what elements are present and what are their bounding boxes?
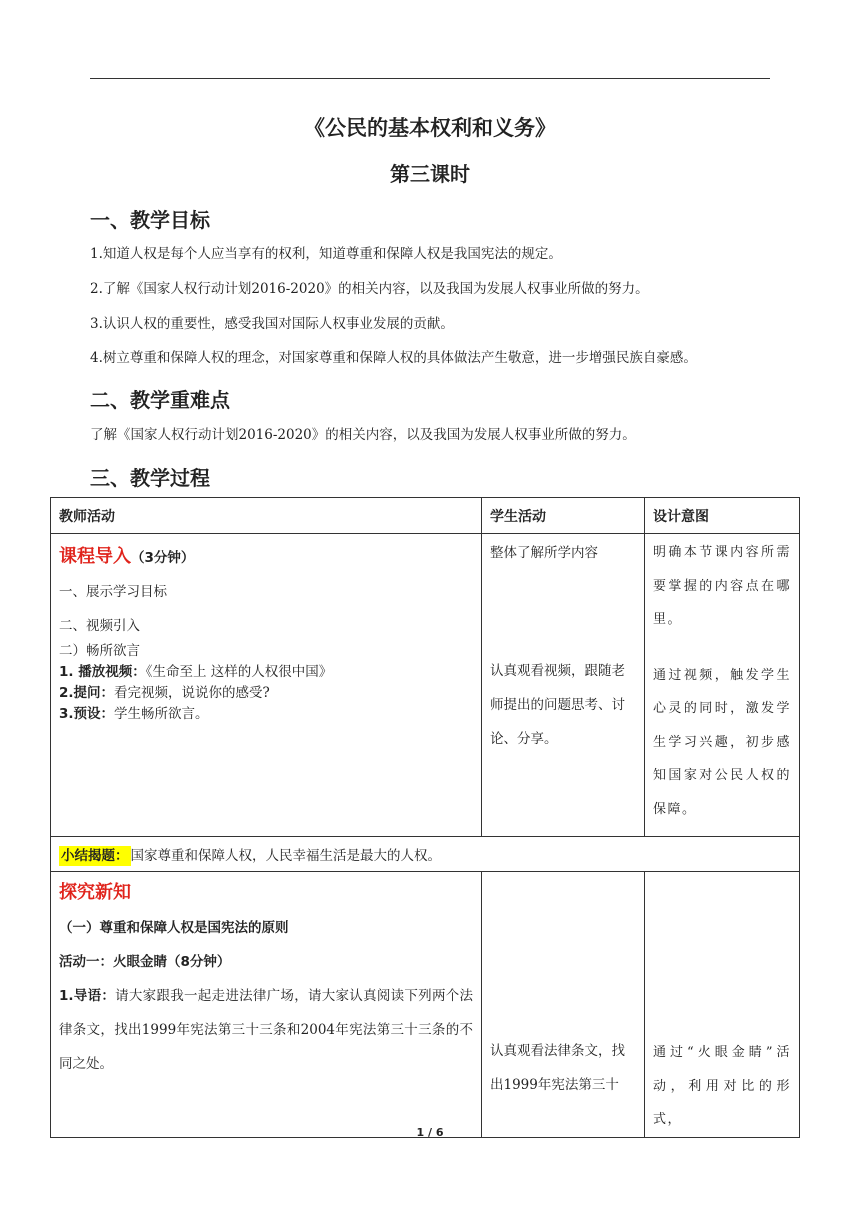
objectives-heading: 一、教学目标 xyxy=(90,208,210,232)
header-student: 学生活动 xyxy=(482,498,645,534)
intro-student-text: 整体了解所学内容 xyxy=(490,545,598,561)
lesson-process-table xyxy=(50,497,800,1138)
document-title: 《公民的基本权利和义务》 xyxy=(304,116,556,140)
intro-line: 二）畅所欲言 xyxy=(59,643,140,659)
explore-guide-label: 1.导语： xyxy=(59,988,116,1004)
objective-item: 1.知道人权是每个人应当享有的权利，知道尊重和保障人权是我国宪法的规定。 xyxy=(90,246,562,262)
explore-design-text: 通过“火眼金睛”活动，利用对比的形式， xyxy=(653,1045,791,1127)
keypoints-text: 了解《国家人权行动计划2016-2020》的相关内容，以及我国为发展人权事业所做的努力。 xyxy=(90,427,636,443)
objective-item: 4.树立尊重和保障人权的理念，对国家尊重和保障人权的具体做法产生敬意，进一步增强民族自豪感。 xyxy=(90,350,697,366)
intro-title: 课程导入 xyxy=(59,546,131,567)
keypoints-heading: 二、教学重难点 xyxy=(90,388,230,412)
intro-time: （3分钟） xyxy=(131,550,195,566)
explore-student-text: 认真观看法律条文，找出1999年宪法第三十 xyxy=(490,1043,625,1093)
header-teacher: 教师活动 xyxy=(51,498,482,534)
intro-item xyxy=(59,662,473,683)
intro-item-text: 《生命至上 这样的人权很中国》 xyxy=(145,664,333,680)
intro-line: 二、视频引入 xyxy=(59,618,140,634)
explore-guide xyxy=(59,979,473,1081)
explore-student-cell xyxy=(482,872,645,1138)
explore-title xyxy=(59,876,473,911)
intro-title-line xyxy=(59,540,473,575)
intro-item-label: 2.提问： xyxy=(59,685,115,701)
header-design: 设计意图 xyxy=(645,498,800,534)
summary-label: 小结揭题： xyxy=(61,848,129,864)
header-rule xyxy=(90,78,770,79)
explore-guide-text: 请大家跟我一起走进法律广场，请大家认真阅读下列两个法律条文，找出1999年宪法第三十三条和2004年宪法第三十三条的不同之处。 xyxy=(59,988,473,1072)
intro-design-cell xyxy=(645,534,800,837)
table-row xyxy=(51,837,800,872)
intro-item-text: 看完视频，说说你的感受? xyxy=(114,685,270,701)
intro-design-text: 明确本节课内容所需要掌握的内容点在哪里。 xyxy=(653,545,791,627)
intro-item-text: 学生畅所欲言。 xyxy=(114,706,209,722)
explore-subheading: （一）尊重和保障人权是国宪法的原则 xyxy=(59,920,289,936)
table-row xyxy=(51,872,800,1138)
explore-design-cell xyxy=(645,872,800,1138)
explore-title-text: 探究新知 xyxy=(59,882,131,903)
process-heading: 三、教学过程 xyxy=(90,466,210,490)
objective-item: 3.认识人权的重要性，感受我国对国际人权事业发展的贡献。 xyxy=(90,316,454,332)
table-row xyxy=(51,534,800,837)
intro-item xyxy=(59,704,473,725)
explore-activity: 活动一：火眼金睛（8分钟） xyxy=(59,954,231,970)
intro-design-text: 通过视频，触发学生心灵的同时，激发学生学习兴趣，初步感知国家对公民人权的保障。 xyxy=(653,667,791,817)
table-header-row xyxy=(51,498,800,534)
intro-item xyxy=(59,683,473,704)
objective-item: 2.了解《国家人权行动计划2016-2020》的相关内容，以及我国为发展人权事业所做的努力。 xyxy=(90,281,649,297)
intro-teacher-cell xyxy=(51,534,482,837)
summary-cell xyxy=(51,837,800,872)
explore-teacher-cell xyxy=(51,872,482,1138)
intro-student-cell xyxy=(482,534,645,837)
intro-item-label: 3.预设： xyxy=(59,706,115,722)
intro-student-text: 认真观看视频，跟随老师提出的问题思考、讨论、分享。 xyxy=(490,663,625,747)
summary-text: 国家尊重和保障人权，人民幸福生活是最大的人权。 xyxy=(130,848,441,864)
intro-item-label: 1. 播放视频： xyxy=(59,664,146,680)
page-number: 1 / 6 xyxy=(416,1126,444,1139)
intro-line: 一、展示学习目标 xyxy=(59,584,167,600)
document-subtitle: 第三课时 xyxy=(390,162,470,186)
